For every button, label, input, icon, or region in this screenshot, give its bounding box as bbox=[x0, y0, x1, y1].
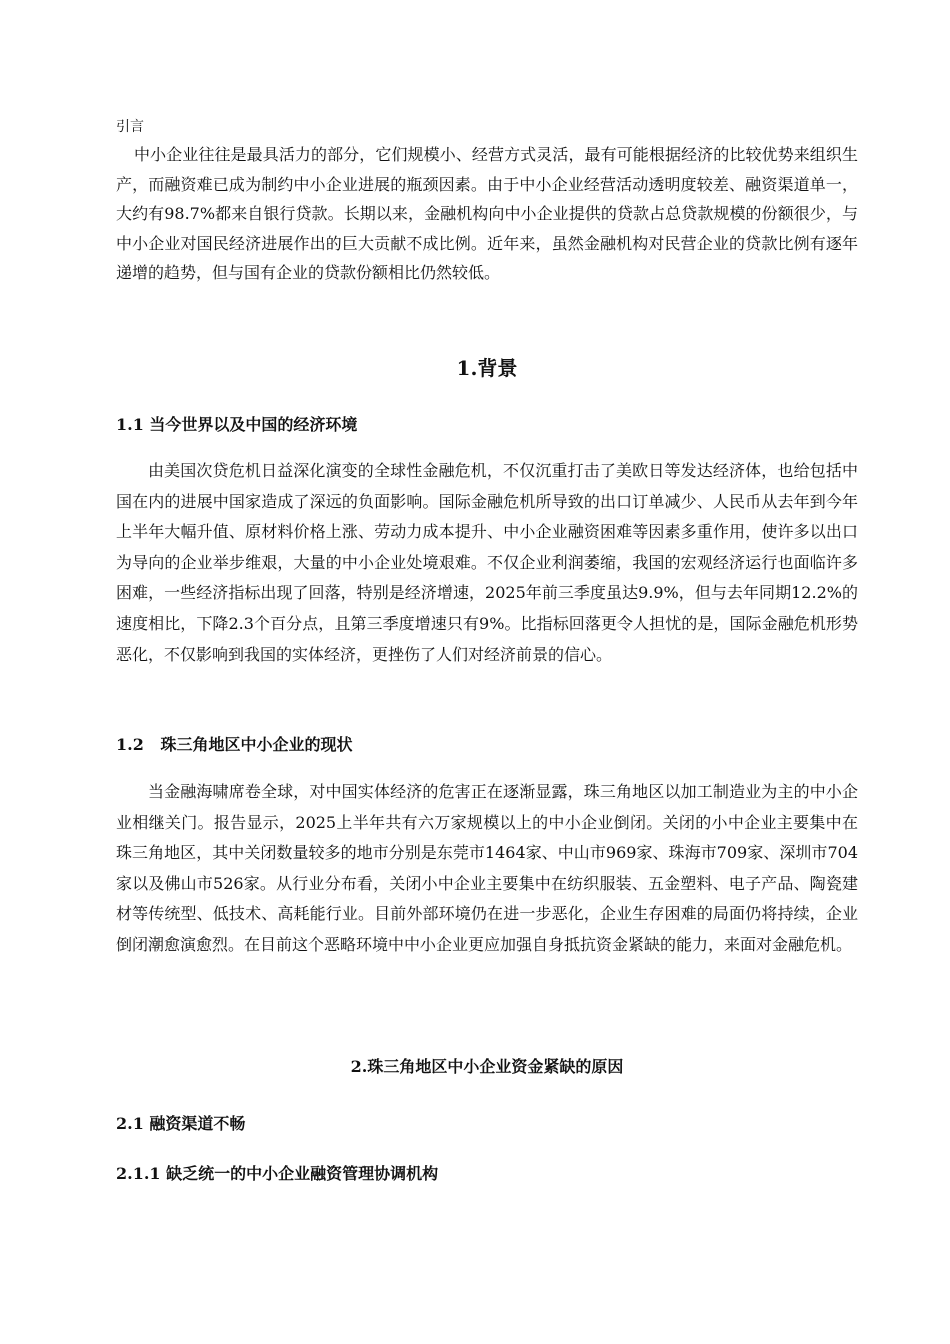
section-1-title: 1.背景 bbox=[456, 356, 518, 380]
section-1-2-title: 1.2 珠三角地区中小企业的现状 bbox=[116, 735, 353, 754]
intro-label: 引言 bbox=[116, 119, 144, 135]
intro-paragraph: 中小企业往往是最具活力的部分，它们规模小、经营方式灵活，最有可能根据经济的比较优势来组织生产，而融资难已成为制约中小企业进展的瓶颈因素。由于中小企业经营活动透明度较差、融资渠道单一，大约有98.7%都来自银行贷款。长期以来，金融机构向中小企业提供的贷款占总贷款规模的份额很少，与中小企业对国民经济进展作出的巨大贡献不成比例。近年来，虽然金融机构对民营企业的贷款比例有逐年递增的趋势，但与国有企业的贷款份额相比仍然较低。 bbox=[116, 145, 858, 282]
section-1-2-paragraph: 当金融海啸席卷全球，对中国实体经济的危害正在逐渐显露，珠三角地区以加工制造业为主的中小企业相继关门。报告显示，2025上半年共有六万家规模以上的中小企业倒闭。关闭的小中企业主要集中在珠三角地区，其中关闭数量较多的地市分别是东莞市1464家、中山市969家、珠海市709家、深圳市704家以及佛山市526家。从行业分布看，关闭小中企业主要集中在纺织服装、五金塑料、电子产品、陶瓷建材等传统型、低技术、高耗能行业。目前外部环境仍在进一步恶化，企业生存困难的局面仍将持续，企业倒闭潮愈演愈烈。在目前这个恶略环境中中小企业更应加强自身抵抗资金紧缺的能力，来面对金融危机。 bbox=[116, 782, 858, 954]
section-1-1-paragraph: 由美国次贷危机日益深化演变的全球性金融危机，不仅沉重打击了美欧日等发达经济体，也给包括中国在内的进展中国家造成了深远的负面影响。国际金融危机所导致的出口订单减少、人民币从去年到今年上半年大幅升值、原材料价格上涨、劳动力成本提升、中小企业融资困难等因素多重作用，使许多以出口为导向的企业举步维艰，大量的中小企业处境艰难。不仅企业利润萎缩，我国的宏观经济运行也面临许多困难，一些经济指标出现了回落，特别是经济增速，2025年前三季度虽达9.9%，但与去年同期12.2%的速度相比，下降2.3个百分点，且第三季度增速只有9%。比指标回落更令人担忧的是，国际金融危机形势恶化，不仅影响到我国的实体经济，更挫伤了人们对经济前景的信心。 bbox=[116, 461, 858, 664]
section-2-1-1-title: 2.1.1 缺乏统一的中小企业融资管理协调机构 bbox=[116, 1164, 439, 1183]
section-1-1-title: 1.1 当今世界以及中国的经济环境 bbox=[116, 415, 358, 434]
section-2-1-title: 2.1 融资渠道不畅 bbox=[116, 1114, 246, 1133]
section-2-title: 2.珠三角地区中小企业资金紧缺的原因 bbox=[350, 1057, 624, 1076]
